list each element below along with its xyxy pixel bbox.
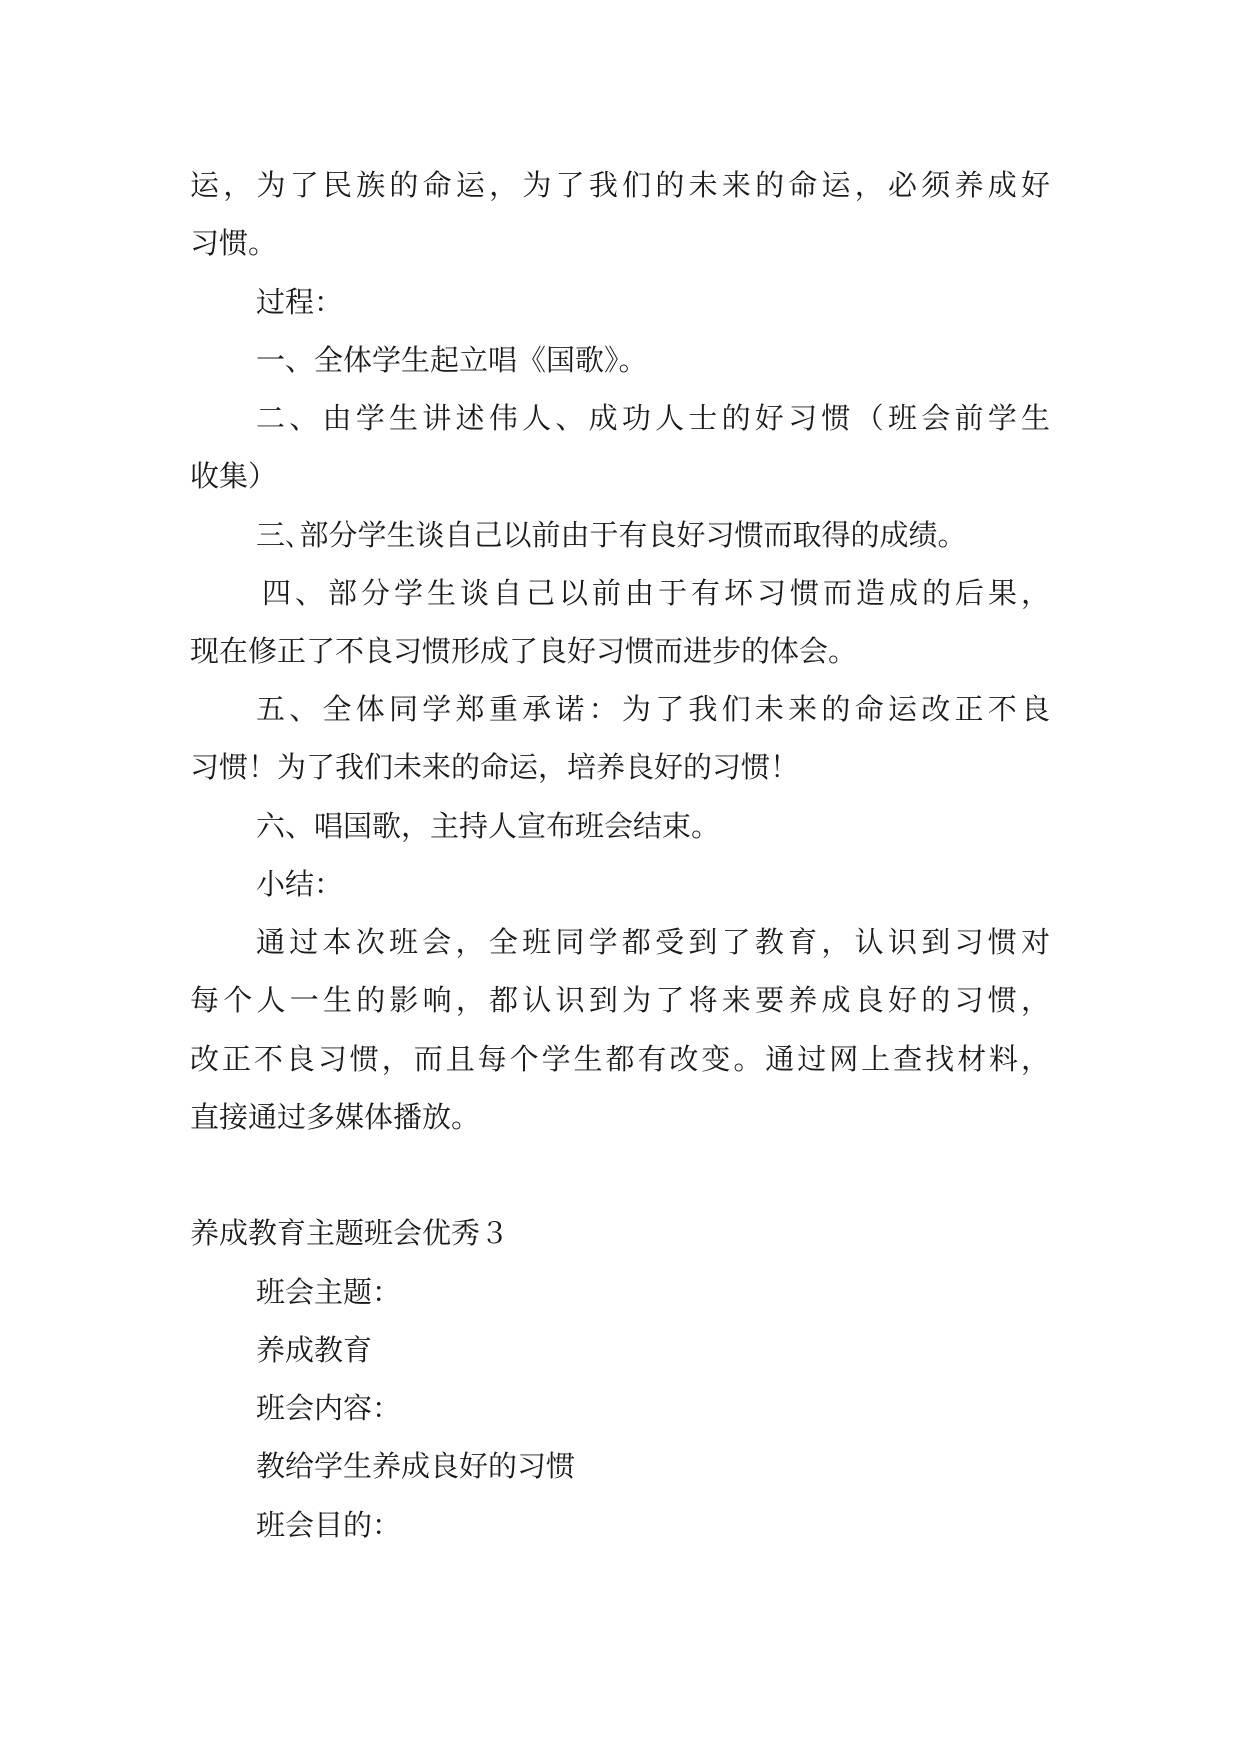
section-heading: 养成教育主题班会优秀３ [190,1216,510,1250]
paragraph-line: 改正不良习惯，而且每个学生都有改变。通过网上查找材料， [190,1042,1050,1076]
paragraph-line: 通过本次班会，全班同学都受到了教育，认识到习惯对 [256,925,1050,959]
paragraph-line: 每个人一生的影响，都认识到为了将来要养成良好的习惯， [190,983,1050,1017]
list-item: 三､部分学生谈自己以前由于有良好习惯而取得的成绩。 [256,518,967,552]
field-value: 教给学生养成良好的习惯 [256,1449,576,1483]
paragraph-line: 收集） [190,459,278,493]
list-item: 一、全体学生起立唱《国歌》。 [256,343,648,377]
field-value: 养成教育 [256,1333,373,1367]
paragraph-line: 习惯！为了我们未来的命运，培养良好的习惯！ [190,750,800,784]
field-label: 班会内容： [256,1391,402,1425]
section-label: 过程： [256,285,344,319]
list-item: 六、唱国歌，主持人宣布班会结束。 [256,809,721,843]
list-item: 四、部分学生谈自己以前由于有坏习惯而造成的后果， [262,576,1050,610]
list-item: 五、全体同学郑重承诺：为了我们未来的命运改正不良 [256,692,1050,726]
paragraph-line: 直接通过多媒体播放。 [190,1100,481,1134]
section-label: 小结： [256,867,344,901]
paragraph-line: 现在修正了不良习惯形成了良好习惯而进步的体会。 [190,634,858,668]
field-label: 班会主题： [256,1275,402,1309]
list-item: 二、由学生讲述伟人、成功人士的好习惯（班会前学生 [256,401,1050,435]
field-label: 班会目的： [256,1508,402,1542]
paragraph-line: 习惯。 [190,226,278,260]
paragraph-line: 运，为了民族的命运，为了我们的未来的命运，必须养成好 [190,168,1050,202]
